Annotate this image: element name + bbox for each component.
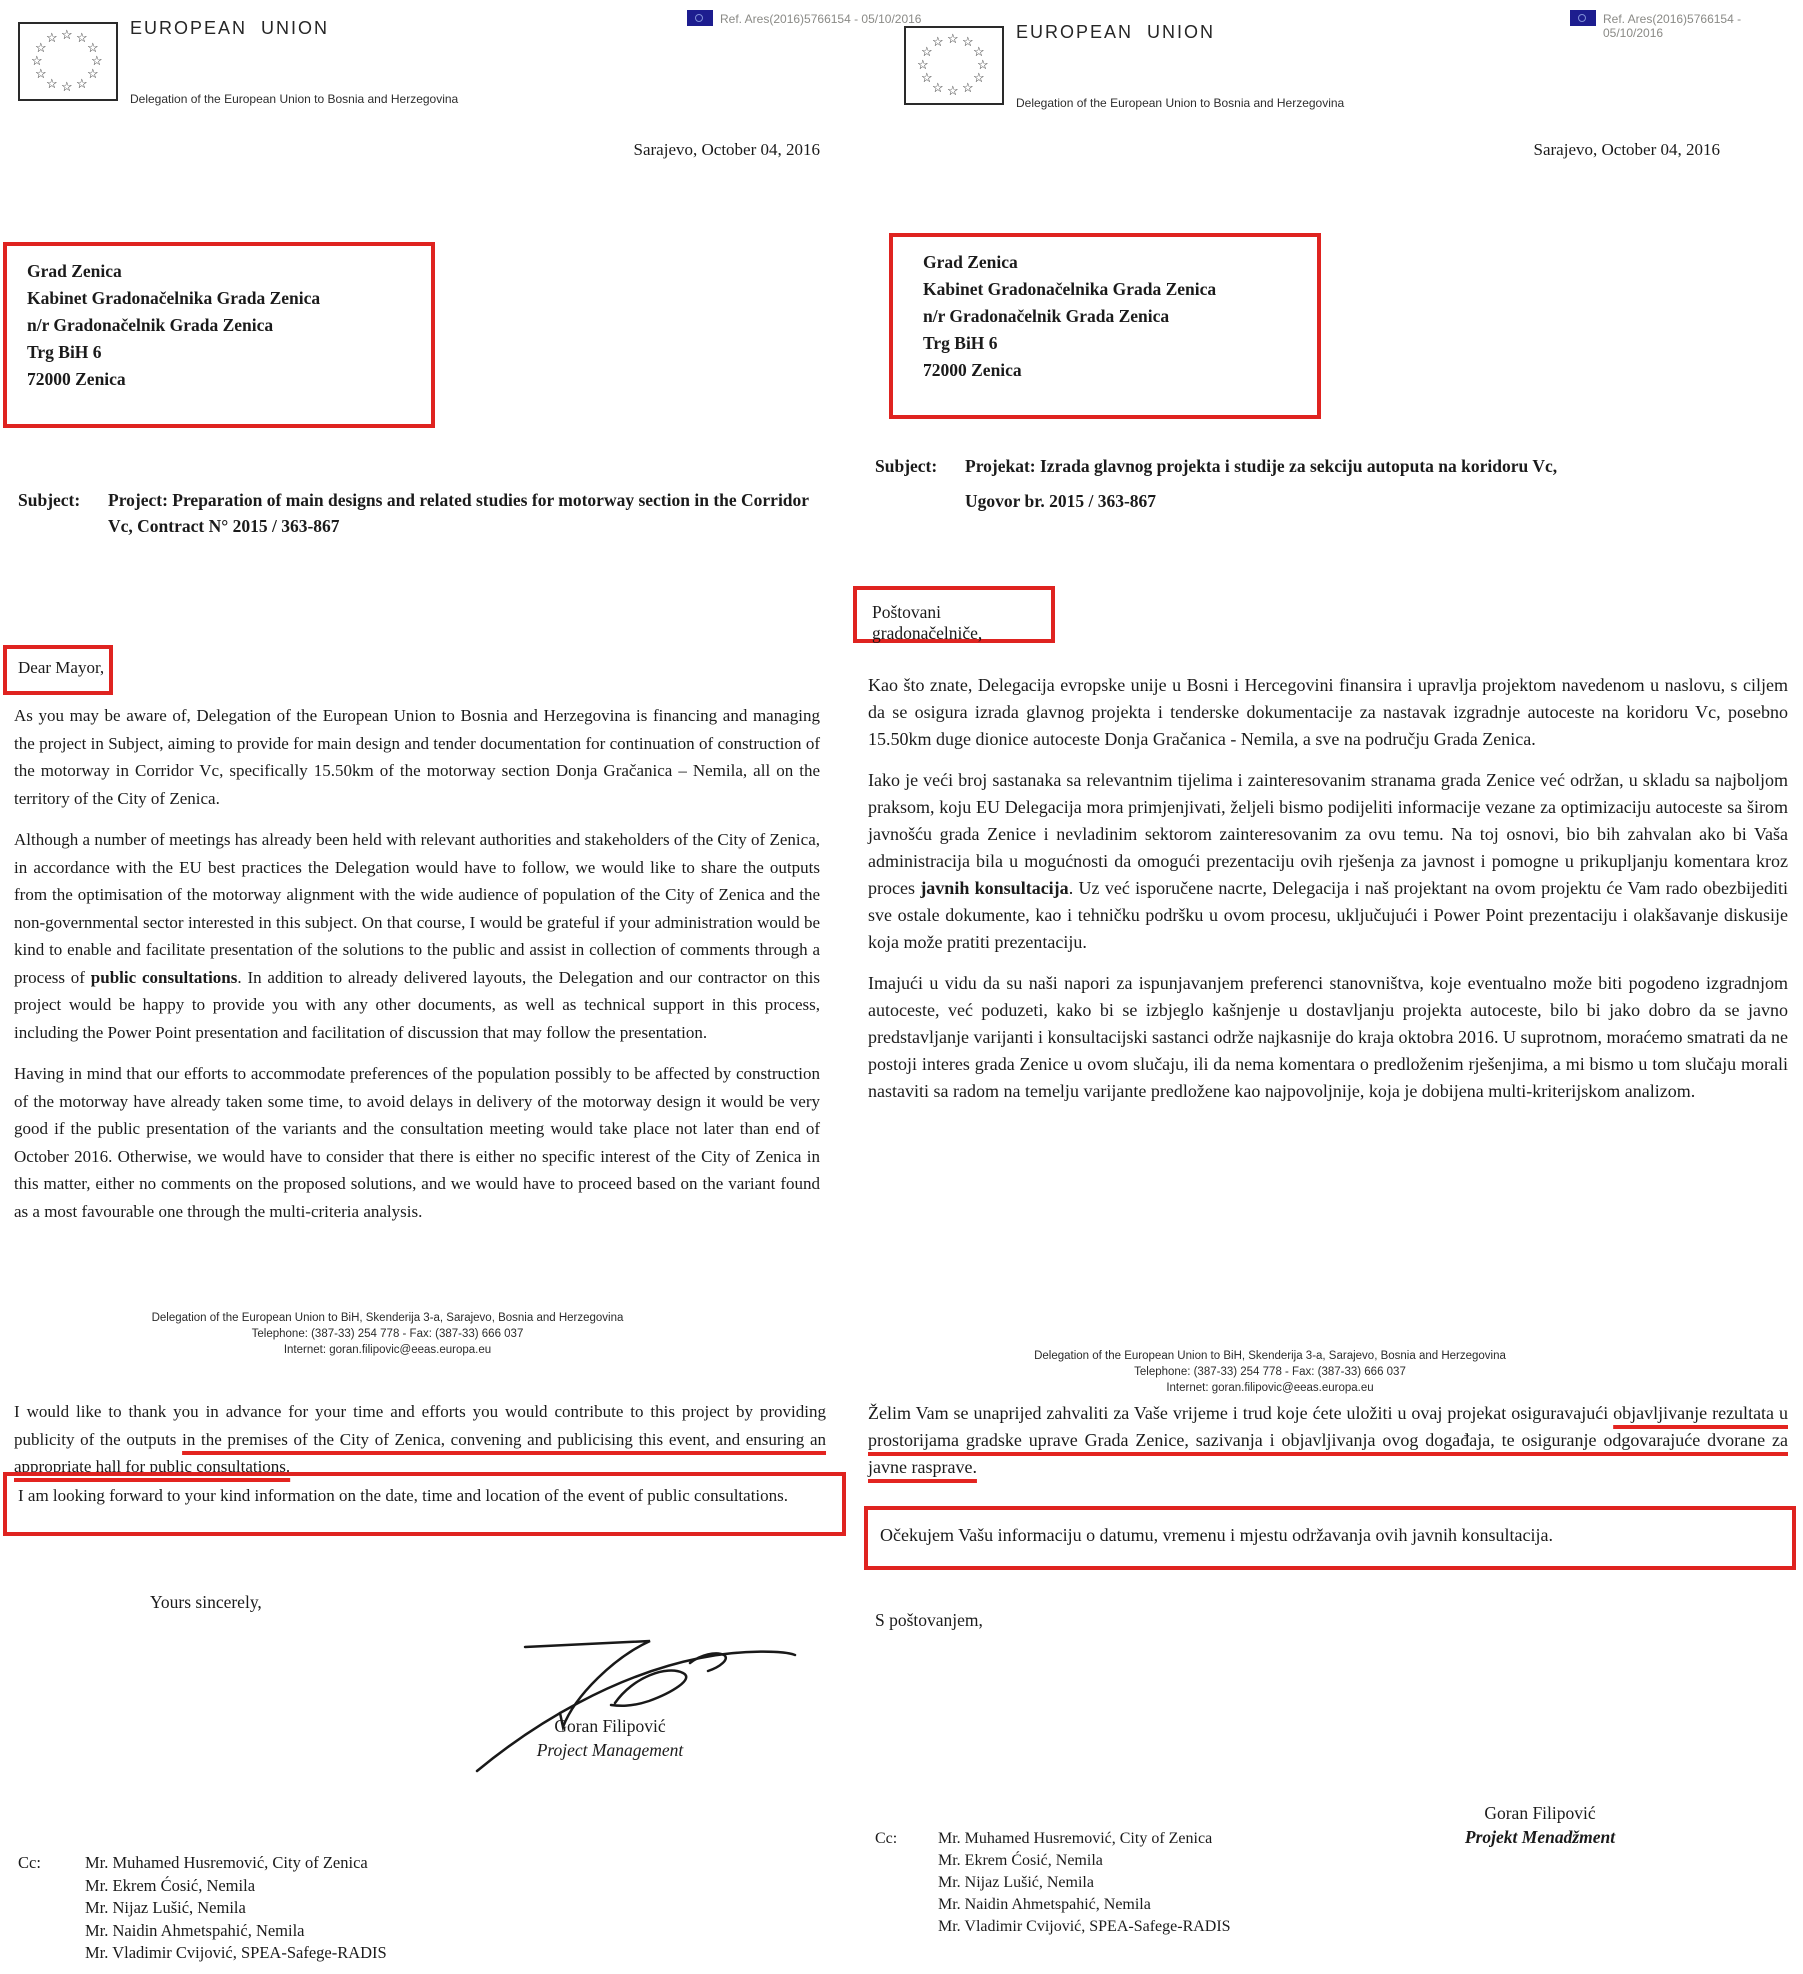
paragraph-2-text: Although a number of meetings has already been held with relevant authorities and stakeholders of the City of Zenica, in accordance with the EU best practices the Delegation would have to follow, we would like to share the outputs from the optimisation of the motorway alignment with the wide audience of population of the City of Zenica and the non-governmental sector interested in this subject. On that course, I would be grateful if your administration would be kind to enable and facilitate presentation of the solutions to the public and assist in collection of comments through a process of bbox=[14, 830, 820, 987]
eu-star-icon: ☆ bbox=[46, 30, 58, 46]
letter-date: Sarajevo, October 04, 2016 bbox=[1533, 140, 1720, 159]
cc-entry: Mr. Vladimir Cvijović, SPEA-Safege-RADIS bbox=[85, 1943, 387, 1962]
ref-badge bbox=[1570, 10, 1596, 31]
recipient-line: Kabinet Gradonačelnika Grada Zenica bbox=[923, 279, 1217, 299]
eu-star-icon: ☆ bbox=[932, 79, 944, 95]
handwritten-signature bbox=[465, 1625, 805, 1785]
eu-star-icon: ☆ bbox=[921, 44, 933, 59]
org-title: EUROPEAN UNION bbox=[1016, 22, 1216, 42]
eu-star-icon: ☆ bbox=[947, 83, 959, 98]
footer-line: Internet: goran.filipovic@eeas.europa.eu bbox=[283, 1344, 492, 1356]
cc-entry: Mr. Nijaz Lušić, Nemila bbox=[85, 1898, 246, 1917]
paragraph-2-text: . Uz već isporučene nacrte, Delegacija i naš projektant na ovom projektu će Vam rado obezbijediti sve ostale dokumente, kao i tehničku podršku u ovom procesu, uključujući i Power Point prezentaciju i olakšavanje diskusije koja može pratiti prezentaciju. bbox=[868, 878, 1788, 952]
cc-label: Cc: bbox=[875, 1830, 898, 1847]
cc-entry: Mr. Ekrem Ćosić, Nemila bbox=[85, 1875, 256, 1895]
salutation: Poštovani gradonačelniče, bbox=[872, 602, 983, 643]
subject-line-2: Ugovor br. 2015 / 363-867 bbox=[965, 491, 1157, 511]
eu-star-icon: ☆ bbox=[947, 31, 959, 46]
org-subtitle: Delegation of the European Union to Bosnia and Herzegovina bbox=[130, 92, 459, 106]
cc-entry: Mr. Vladimir Cvijović, SPEA-Safege-RADIS bbox=[938, 1918, 1231, 1935]
paragraph-1: As you may be aware of, Delegation of the European Union to Bosnia and Herzegovina is financing and managing the project in Subject, aiming to provide for main design and tender documentation for continuation of construction of the motorway in Corridor Vc, specifically 15.50km of the motorway section Donja Gračanica – Nemila, all on the territory of the City of Zenica. bbox=[14, 706, 820, 808]
recipient-line: Grad Zenica bbox=[27, 261, 122, 281]
eu-star-icon: ☆ bbox=[61, 27, 73, 42]
eu-star-icon: ☆ bbox=[76, 75, 88, 91]
cc-list bbox=[85, 1852, 387, 1965]
eu-star-icon: ☆ bbox=[921, 70, 933, 85]
letter-date: Sarajevo, October 04, 2016 bbox=[633, 140, 820, 159]
ref-number: Ref. Ares(2016)5766154 - 05/10/2016 bbox=[720, 12, 922, 26]
cc-label: Cc: bbox=[18, 1853, 41, 1872]
footer-line: Internet: goran.filipovic@eeas.europa.eu bbox=[1166, 1382, 1374, 1394]
eu-star-icon: ☆ bbox=[962, 79, 974, 95]
recipient-line: Grad Zenica bbox=[923, 252, 1018, 272]
valediction: S poštovanjem, bbox=[875, 1610, 983, 1630]
eu-star-icon: ☆ bbox=[86, 66, 99, 81]
boxed-paragraph: I am looking forward to your kind information on the date, time and location of the event of public consultations. bbox=[18, 1486, 789, 1505]
recipient-annotation-box bbox=[3, 242, 435, 428]
signer-role: Project Management bbox=[536, 1740, 684, 1760]
salutation-annotation-box bbox=[853, 586, 1055, 643]
closing-underlined-text: in the premises of the City of Zenica, convening and publicising this event, and ensuring an appropriate hall for public consultations. bbox=[14, 1429, 827, 1476]
paragraph-2-text: Iako je veći broj sastanaka sa relevantnim tijelima i zainteresovanim stranama grada Zenice već održan, u skladu sa najboljom praksom, koju EU Delegacija mora primjenjivati, željeli bismo podijeliti informacije vezane za optimizaciju autoceste sa širom javnošću grada Zenice i nevladinim sektorom zainteresovanim za ovu temu. Na toj osnovi, bio bih zahvalan ako bi Vaša administracija bila u mogućnosti da omogući prezentaciju ovih rješenja za javnost i pomogne u prikupljanju komentara kroz proces bbox=[868, 770, 1788, 898]
boxed-paragraph-annotation bbox=[864, 1506, 1796, 1570]
boxed-paragraph: Očekujem Vašu informaciju o datumu, vremenu i mjestu održavanja ovih javnih konsultacija. bbox=[880, 1525, 1553, 1545]
cc-entry: Mr. Ekrem Ćosić, Nemila bbox=[938, 1852, 1103, 1869]
recipient-line: n/r Gradonačelnik Grada Zenica bbox=[27, 315, 274, 335]
paragraph-1: Kao što znate, Delegacija evropske unije u Bosni i Hercegovini finansira i upravlja projektom navedenom u naslovu, s ciljem da se osigura izrada glavnog projekta i tenderske dokumentacije za nastavak izgradnje autoceste na koridoru Vc, posebno 15.50km duge dionice autoceste Donja Gračanica - Nemila, a sve na području Grada Zenica. bbox=[868, 675, 1788, 749]
cc-entry: Mr. Muhamed Husremović, City of Zenica bbox=[938, 1830, 1213, 1847]
salutation: Dear Mayor, bbox=[18, 658, 105, 677]
eu-star-icon: ☆ bbox=[977, 57, 989, 72]
paragraph-3: Imajući u vidu da su naši napori za ispunjavanjem preferenci stanovništva, koje eventualno može biti pogodeno izgradnjom autoceste, već poduzeti, kako bi se izbjeglo kašnjenje u dostavljanju projekta autoceste, bilo bi jako dobro da se javno predstavljanje varijanti i konsultacijski sastanci održe najkasnije do kraja oktobra 2016. U suprotnom, moraćemo smatrati da ne postoji interes grada Zenice u ovom slučaju, ili da nema komentara o predloženim rješenjima, a mi bismo u tom slučaju morali nastaviti sa radom na temelju varijante predložene kao najpovoljnije, koja je dobijena multi-kriterijskom analizom. bbox=[868, 973, 1788, 1101]
eu-star-icon: ☆ bbox=[35, 66, 47, 81]
ares-eu-icon bbox=[687, 10, 713, 26]
eu-star-icon: ☆ bbox=[46, 75, 58, 91]
recipient-line: 72000 Zenica bbox=[27, 369, 126, 389]
subject-label: Subject: bbox=[875, 456, 938, 476]
ref-number: Ref. Ares(2016)5766154 - 05/10/2016 bbox=[1603, 12, 1742, 40]
subject-label: Subject: bbox=[18, 490, 81, 510]
letter-body bbox=[14, 702, 820, 1239]
eu-star-icon: ☆ bbox=[35, 40, 47, 55]
cc-entry: Mr. Nijaz Lušić, Nemila bbox=[938, 1874, 1094, 1891]
valediction: Yours sincerely, bbox=[150, 1592, 262, 1612]
eu-star-icon: ☆ bbox=[86, 40, 99, 55]
cc-entry: Mr. Naidin Ahmetspahić, Nemila bbox=[85, 1920, 305, 1940]
eu-star-icon: ☆ bbox=[31, 53, 43, 68]
subject-text: Project: Preparation of main designs and related studies for motorway section in the Corridor Vc, Contract N° 2015 / 363-867 bbox=[108, 490, 809, 536]
eu-star-icon: ☆ bbox=[61, 79, 73, 94]
closing-paragraph bbox=[868, 1400, 1788, 1481]
closing-paragraph bbox=[14, 1398, 826, 1481]
footer-line: Delegation of the European Union to BiH, Skenderija 3-a, Sarajevo, Bosnia and Herzegovina bbox=[151, 1312, 624, 1324]
salutation-annotation-box bbox=[3, 645, 113, 695]
closing-text: Želim Vam se unaprijed zahvaliti za Vaše vrijeme i trud koje ćete uložiti u ovaj projekat osiguravajući bbox=[868, 1403, 1614, 1423]
letter-body bbox=[868, 672, 1788, 1119]
recipient-line: Kabinet Gradonačelnika Grada Zenica bbox=[27, 288, 321, 308]
recipient-line: Trg BiH 6 bbox=[27, 342, 102, 362]
office-footer bbox=[150, 1310, 625, 1358]
eu-star-icon: ☆ bbox=[972, 44, 985, 59]
signer-name: Goran Filipović bbox=[554, 1716, 666, 1736]
org-title: EUROPEAN UNION bbox=[130, 18, 330, 38]
eu-star-icon: ☆ bbox=[917, 57, 929, 72]
subject-line-1: Projekat: Izrada glavnog projekta i studije za sekciju autoputa na koridoru Vc, bbox=[965, 456, 1558, 476]
signer-role: Projekt Menadžment bbox=[1464, 1827, 1616, 1847]
ares-eu-icon bbox=[1570, 10, 1596, 26]
footer-line: Telephone: (387-33) 254 778 - Fax: (387-33) 666 037 bbox=[1134, 1366, 1406, 1378]
paragraph-2-bold: javnih konsultacija bbox=[920, 878, 1069, 898]
eu-star-icon: ☆ bbox=[972, 70, 985, 85]
cc-entry: Mr. Naidin Ahmetspahić, Nemila bbox=[938, 1896, 1151, 1913]
eu-flag bbox=[904, 26, 1004, 105]
paragraph-2-text: . In addition to already delivered layouts, the Delegation and our contractor on this project would be happy to provide you with any other documents, as well as technical support in this process, including the Power Point presentation and facilitation of discussion that may follow the presentation. bbox=[14, 967, 820, 1042]
office-footer bbox=[1010, 1348, 1530, 1396]
cc-list bbox=[938, 1828, 1231, 1938]
eu-star-icon: ☆ bbox=[932, 34, 944, 50]
paragraph-2 bbox=[868, 767, 1788, 956]
boxed-paragraph-annotation bbox=[3, 1472, 846, 1536]
subject-text bbox=[965, 453, 1787, 514]
eu-star-icon: ☆ bbox=[962, 34, 974, 50]
signer-name: Goran Filipović bbox=[1484, 1803, 1596, 1823]
ref-badge bbox=[687, 10, 713, 31]
eu-flag-stars bbox=[20, 24, 116, 99]
footer-line: Telephone: (387-33) 254 778 - Fax: (387-33) 666 037 bbox=[251, 1328, 524, 1340]
recipient-line: Trg BiH 6 bbox=[923, 333, 998, 353]
recipient-annotation-box bbox=[889, 233, 1321, 419]
eu-flag bbox=[18, 22, 118, 101]
closing-underlined-text: objavljivanje rezultata u prostorijama gradske uprave Grada Zenice, sazivanja i objavljivanja ovog događaja, te osiguranje odgovarajuće dvorane za javne rasprave. bbox=[868, 1403, 1788, 1477]
paragraph-3: Having in mind that our efforts to accommodate preferences of the population possibly to be affected by construction of the motorway have already taken some time, to avoid delays in delivery of the motorway design it would be very good if the public presentation of the variants and the consultation meeting would take place not later than end of October 2016. Otherwise, we would have to consider that there is either no specific interest of the City of Zenica in this matter, either no comments on the proposed solutions, and we would have to proceed based on the variant found as a most favourable one through the multi-criteria analysis. bbox=[14, 1064, 820, 1221]
eu-flag-stars bbox=[906, 28, 1002, 103]
closing-text: I would like to thank you in advance for your time and efforts you would contribute to this project by providing publicity of the outputs bbox=[14, 1402, 826, 1449]
org-subtitle: Delegation of the European Union to Bosnia and Herzegovina bbox=[1016, 96, 1345, 110]
eu-star-icon: ☆ bbox=[91, 53, 103, 68]
recipient-line: 72000 Zenica bbox=[923, 360, 1022, 380]
paragraph-2 bbox=[14, 826, 820, 1046]
footer-line: Delegation of the European Union to BiH, Skenderija 3-a, Sarajevo, Bosnia and Herzegovina bbox=[1034, 1350, 1506, 1362]
recipient-line: n/r Gradonačelnik Grada Zenica bbox=[923, 306, 1170, 326]
paragraph-2-bold: public consultations bbox=[90, 967, 238, 987]
eu-star-icon: ☆ bbox=[76, 30, 88, 46]
cc-entry: Mr. Muhamed Husremović, City of Zenica bbox=[85, 1853, 368, 1872]
